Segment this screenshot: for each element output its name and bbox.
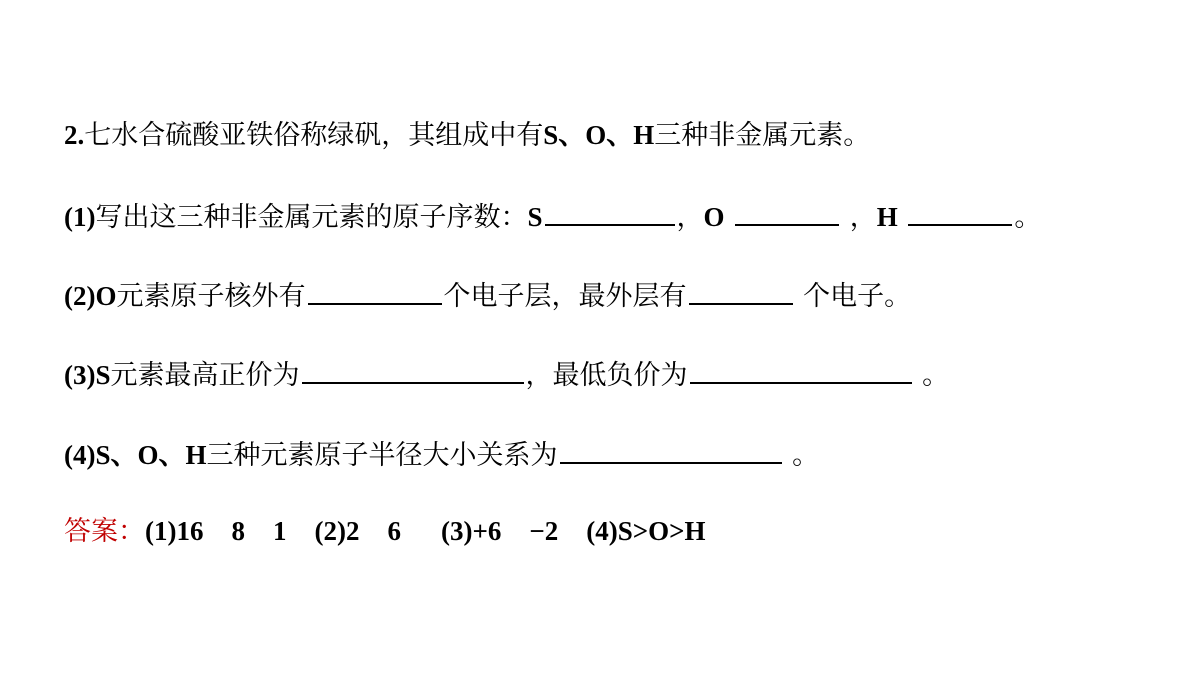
part-3-min-blank[interactable] xyxy=(690,352,912,384)
question-stem-end: 三种非金属元素。 xyxy=(654,120,871,151)
question-number: 2. xyxy=(64,120,85,150)
part-1-s: S xyxy=(527,202,543,232)
answer-1b: 8 xyxy=(231,516,245,546)
part-1-h-blank[interactable] xyxy=(908,194,1012,226)
part-1-s-blank[interactable] xyxy=(545,194,675,226)
part-2-electron-blank[interactable] xyxy=(689,273,793,305)
part-4-elements: S、O、H xyxy=(95,440,207,470)
answer-3b: −2 xyxy=(529,516,559,546)
part-2 xyxy=(64,273,911,313)
part-3-max-blank[interactable] xyxy=(302,352,524,384)
part-1-o: O xyxy=(703,202,725,232)
answer-1: (1)16 xyxy=(145,516,204,546)
part-1-comma-1: ， xyxy=(676,202,704,233)
answer-2: (2)2 xyxy=(314,516,360,546)
part-2-text-3: 个电子。 xyxy=(803,281,912,312)
part-1-text: 写出这三种非金属元素的原子序数： xyxy=(95,202,528,233)
answer-2b: 6 xyxy=(387,516,401,546)
answer-label: 答案： xyxy=(64,516,145,547)
question-stem-text: 七水合硫酸亚铁俗称绿矾，其组成中有 xyxy=(84,120,544,151)
part-1-comma-2: ， xyxy=(849,202,877,233)
part-4-label: (4) xyxy=(64,440,96,470)
part-2-label: (2) xyxy=(64,281,96,311)
part-2-text-1: 元素原子核外有 xyxy=(116,281,306,312)
part-3 xyxy=(64,352,949,392)
part-1-end: 。 xyxy=(1014,202,1042,233)
part-3-label: (3) xyxy=(64,360,96,390)
part-1 xyxy=(64,194,1041,234)
part-1-label: (1) xyxy=(64,202,96,232)
question-stem xyxy=(64,115,870,155)
answer-line xyxy=(64,511,706,551)
part-3-text-1: 元素最高正价为 xyxy=(110,360,300,391)
answer-4: (4)S>O>H xyxy=(586,516,706,546)
question-elements: S、O、H xyxy=(543,120,655,150)
answer-3: (3)+6 xyxy=(440,516,502,546)
part-4-text: 三种元素原子半径大小关系为 xyxy=(206,440,558,471)
part-3-end: 。 xyxy=(922,360,950,391)
part-2-element: O xyxy=(95,281,117,311)
part-4 xyxy=(64,432,819,472)
part-2-text-2: 个电子层，最外层有 xyxy=(443,281,687,312)
part-2-shell-blank[interactable] xyxy=(308,273,442,305)
part-1-o-blank[interactable] xyxy=(735,194,839,226)
part-1-h: H xyxy=(876,202,898,232)
answer-1c: 1 xyxy=(272,516,287,546)
part-4-end: 。 xyxy=(792,440,820,471)
part-4-blank[interactable] xyxy=(560,432,782,464)
part-3-element: S xyxy=(95,360,111,390)
part-3-text-2: ，最低负价为 xyxy=(525,360,688,391)
